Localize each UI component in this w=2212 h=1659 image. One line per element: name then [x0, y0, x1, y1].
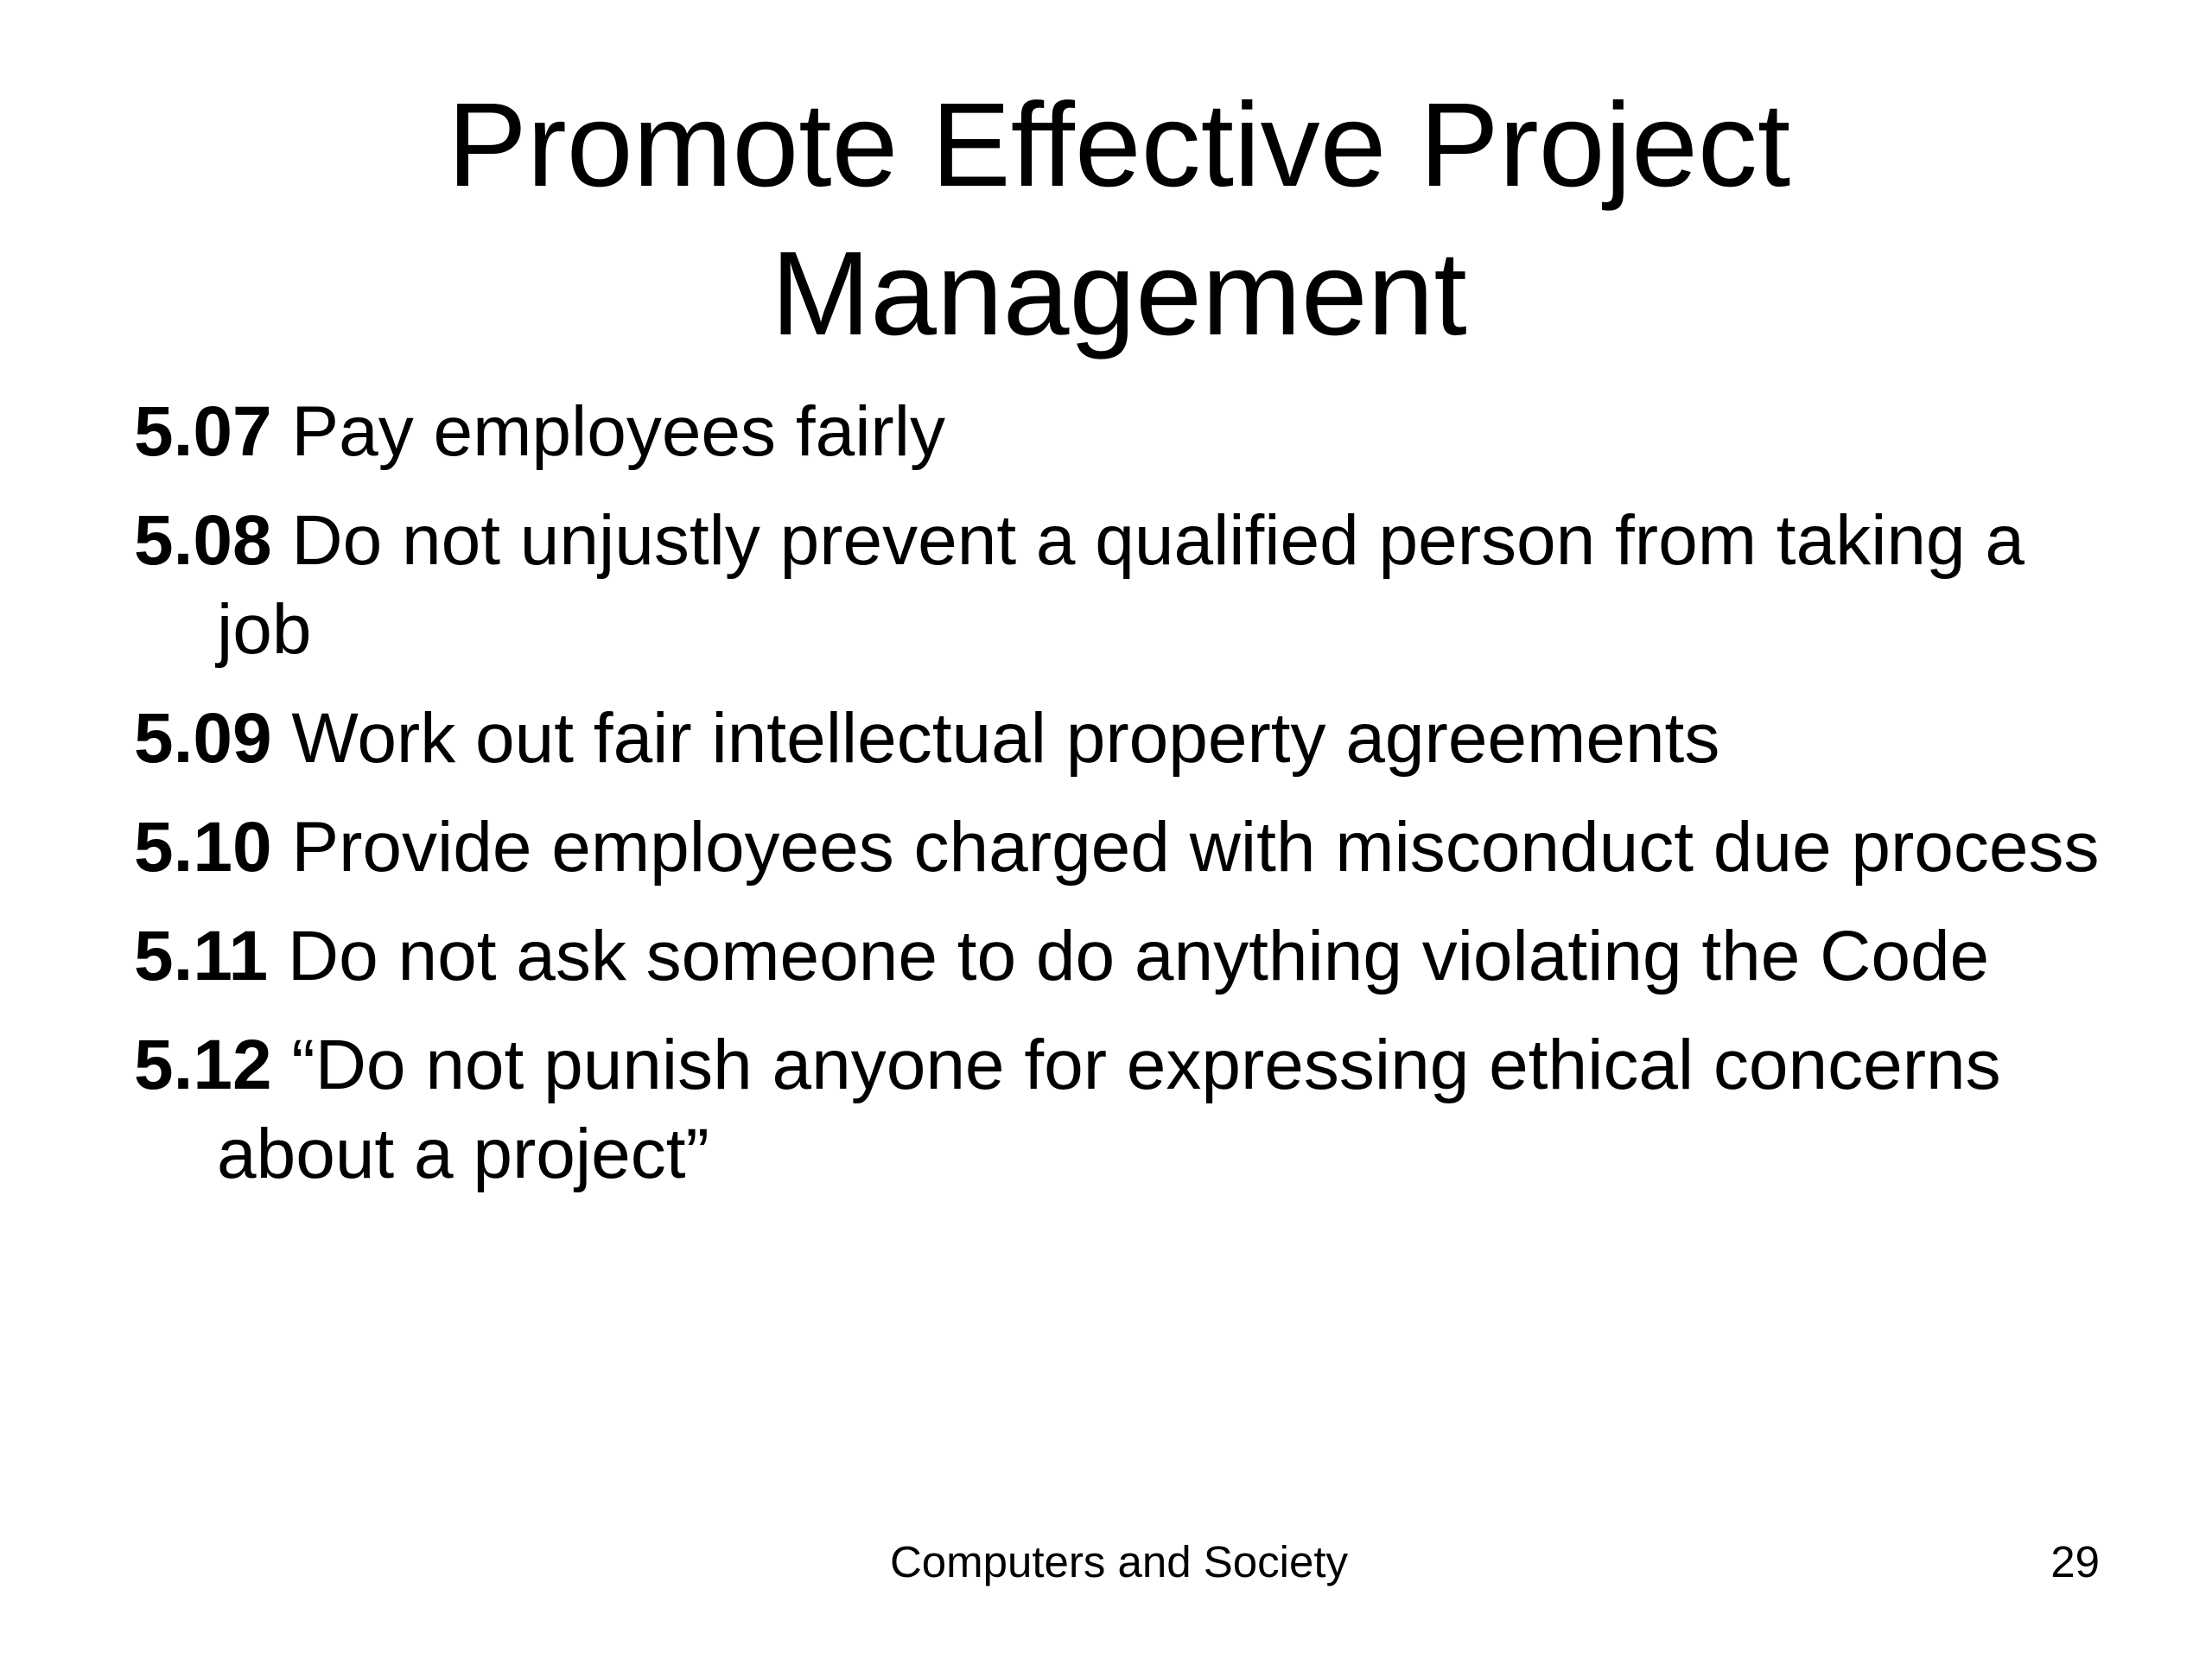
code-item-text: Do not unjustly prevent a qualified person from taking a job: [217, 501, 2025, 669]
code-item: [134, 912, 2104, 1001]
code-item-text: Provide employees charged with misconduct due process: [291, 808, 2100, 887]
code-item-text: Pay employees fairly: [291, 392, 945, 471]
code-item-text: Work out fair intellectual property agreements: [291, 699, 1720, 778]
code-item: [134, 1020, 2104, 1198]
footer-course-title: Computers and Society: [889, 1537, 1349, 1586]
code-item-text: Do not ask someone to do anything violating the Code: [287, 917, 1990, 995]
code-item-text: “Do not punish anyone for expressing ethical concerns about a project”: [217, 1026, 2001, 1193]
code-item-list: [134, 387, 2104, 1218]
code-item-number: 5.09: [134, 699, 272, 778]
slide-title: [0, 71, 2212, 368]
code-item-number: 5.11: [134, 917, 269, 995]
code-item-number: 5.07: [134, 392, 272, 471]
slide-title-line-2: Management: [771, 227, 1467, 360]
code-item: [134, 694, 2104, 783]
code-item-number: 5.10: [134, 808, 272, 887]
code-item: [134, 496, 2104, 674]
footer-page-number: 29: [2050, 1537, 2100, 1586]
code-item: [134, 387, 2104, 476]
code-item-number: 5.08: [134, 501, 272, 580]
slide-title-line-1: Promote Effective Project: [447, 79, 1791, 212]
code-item-number: 5.12: [134, 1026, 272, 1104]
code-item: [134, 803, 2104, 892]
